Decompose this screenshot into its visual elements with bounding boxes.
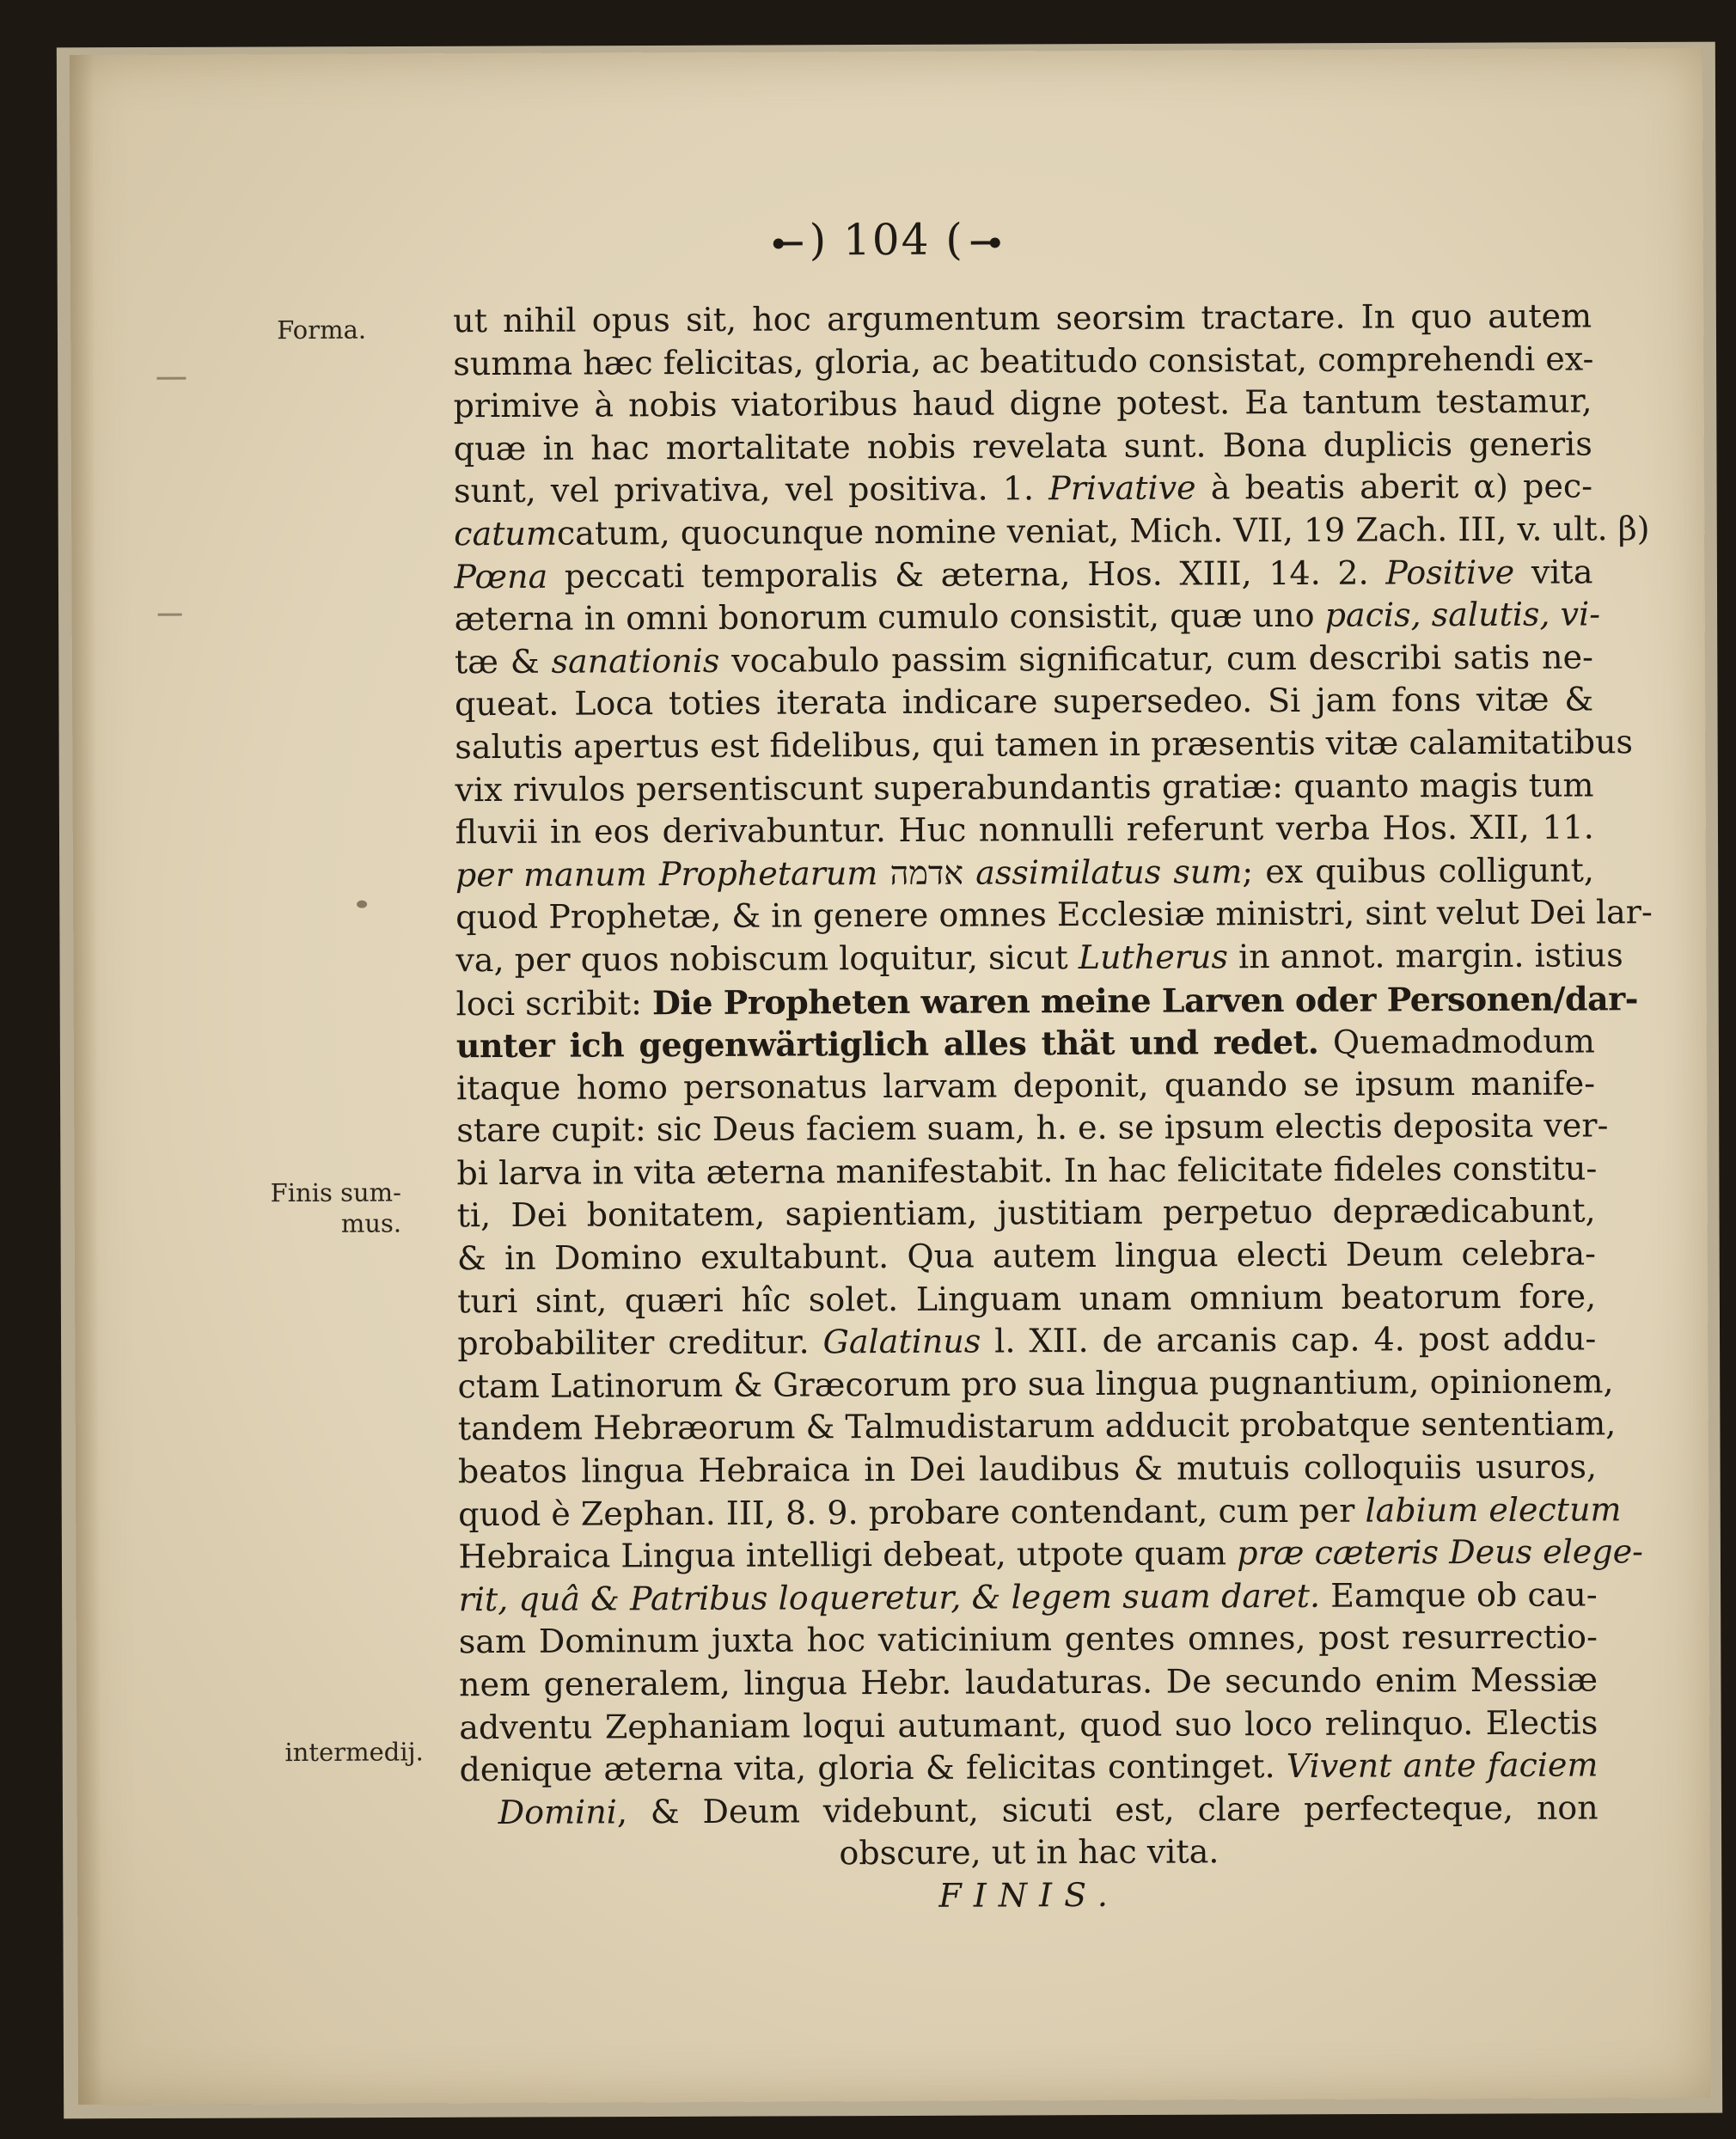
finis-line: FINIS. [938,1875,1120,1915]
text-run: Quemadmodum [1318,1022,1595,1061]
text-run: , & Deum videbunt, sicuti est, clare perfecteque, non [616,1788,1598,1831]
ornament-left-icon [770,236,804,250]
hebrew-word: אדמה [889,853,964,892]
italic-run: per manum Prophetarum [455,853,878,894]
italic-run: Privative [1048,468,1196,508]
text-line: bi larva in vita æterna manifestabit. In hac felicitate fideles constitu- [456,1149,1598,1193]
margin-note-finis-line1: Finis sum- [270,1177,401,1208]
text-line: summa hæc felicitas, gloria, ac beatitudo consistat, comprehendi ex- [453,339,1594,382]
blackletter-run: Die Propheten waren meine Larven oder Personen/dar- [651,978,1639,1022]
text-line: beatos lingua Hebraica in Dei laudibus & mutuis colloquiis usuros, [457,1447,1598,1491]
italic-run: Positive [1385,553,1515,592]
text-line: adventu Zephaniam loqui autumant, quod suo loco relinquo. Electis [459,1703,1598,1746]
text-run: loci scribit: [455,983,653,1023]
text-line: quæ in hac mortalitate nobis revelata sunt. Bona duplicis generis [453,425,1592,468]
text-line: tandem Hebræorum & Talmudistarum adducit probatque sententiam, [457,1404,1617,1448]
text-run: peccati temporalis & æterna, Hos. XIII, 14. 2. [547,553,1386,596]
margin-note-finis-line2: mus. [340,1208,402,1238]
text-line: stare cupit: sic Deus faciem suam, h. e. se ipsum electis deposita ver- [456,1106,1609,1150]
text-line [455,934,1623,981]
text-line [454,508,1650,555]
text-line: nem generalem, lingua Hebr. laudaturas. De secundo enim Messiæ [458,1660,1598,1704]
text-line [456,1020,1595,1067]
text-line: & in Domino exultabunt. Qua autem lingua electi Deum celebra- [456,1234,1597,1278]
text-line [457,1318,1596,1366]
text-line [458,1531,1644,1579]
ink-blot [357,901,367,908]
text-line [459,1574,1598,1621]
margin-mark [158,614,182,616]
text-run: æterna in omni bonorum cumulo consistit, quæ uno [454,596,1325,639]
margin-note-forma: Forma. [277,315,367,345]
italic-run: Pœna [454,557,548,596]
text-line: vix rivulos persentiscunt superabundantis gratiæ: quanto magis tum [455,765,1594,809]
text-line: ctam Latinorum & Græcorum pro sua lingua pugnantium, opinionem, [457,1362,1614,1406]
body-text [453,295,1653,1919]
text-line: queat. Loca toties iterata indicare supersedeo. Si jam fons vitæ & [455,680,1594,724]
text-line [454,594,1601,641]
text-run: tæ & [454,642,552,681]
text-line: obscure, ut in hac vita. [839,1832,1219,1873]
italic-run: labium electum [1365,1489,1622,1530]
book-page [70,48,1711,2105]
text-line: primive à nobis viatoribus haud digne potest. Ea tantum testamur, [453,382,1592,425]
text-line: fluvii in eos derivabuntur. Huc nonnulli referunt verba Hos. XII, 11. [455,808,1594,852]
text-line [455,849,1594,896]
text-line: salutis apertus est fidelibus, qui tamen in præsentis vitæ calamitatibus [455,723,1634,767]
text-line [454,466,1592,513]
italic-run: catum [454,514,558,553]
text-line [458,1488,1622,1536]
margin-note-finis [271,1176,402,1239]
page-number: ) 104 ( [809,214,965,266]
text-run: à beatis aberit α) pec- [1195,467,1593,507]
italic-run: assimilatus sum [975,852,1243,892]
text-run: denique æterna vita, gloria & felicitas continget. [459,1747,1287,1789]
text-run: catum, quocunque nomine veniat, Mich. VII, 19 Zach. III, v. ult. β) [556,510,1650,553]
margin-note-intermedii: intermedij. [284,1737,424,1768]
text-line: ti, Dei bonitatem, sapientiam, justitiam perpetuo deprædicabunt, [456,1191,1596,1235]
text-line: quod Prophetæ, & in genere omnes Ecclesiæ ministri, sint velut Dei lar- [455,893,1653,937]
text-run: Hebraica Lingua intelligi debeat, utpote quam [458,1534,1238,1576]
italic-run: pacis, salutis, vi- [1324,595,1601,634]
margin-mark [156,377,186,380]
text-line [455,636,1593,683]
text-line: ut nihil opus sit, hoc argumentum seorsim tractare. In quo autem [453,296,1592,340]
blackletter-run: unter ich gegenwärtiglich alles thät und redet. [455,1022,1319,1066]
text-line: sam Dominum juxta hoc vaticinium gentes omnes, post resurrectio- [458,1617,1598,1661]
ornament-right-icon [969,235,1004,249]
text-run: l. XII. de arcanis cap. 4. post addu- [981,1319,1597,1360]
italic-run: rit, quâ & Patribus loqueretur, & legem suam daret. [458,1576,1321,1619]
text-line: turi sint, quæri hîc solet. Linguam unam omnium beatorum fore, [457,1277,1597,1320]
italic-run: Lutherus [1078,938,1229,976]
text-run: probabiliter creditur. [457,1323,823,1363]
text-line [459,1745,1598,1792]
italic-run: præ cæteris Deus elege- [1237,1532,1644,1573]
italic-run: Vivent ante faciem [1286,1745,1598,1786]
text-run: in annot. margin. istius [1227,936,1623,976]
text-line [455,977,1639,1024]
text-line: itaque homo personatus larvam deponit, quando se ipsum manife- [455,1064,1596,1107]
text-run: va, per quos nobiscum loquitur, sicut [455,938,1079,980]
page-header [70,211,1703,268]
text-run: vocabulo passim significatur, cum describi satis ne- [719,638,1593,680]
italic-run: sanationis [551,641,720,681]
text-line [454,551,1592,598]
text-run: sunt, vel privativa, vel positiva. 1. [453,469,1049,510]
text-run: ; ex quibus colligunt, [1242,851,1595,890]
italic-run: Domini [498,1793,617,1831]
text-run: quod è Zephan. III, 8. 9. probare contendant, cum per [458,1491,1366,1533]
text-run: Eamque ob cau- [1319,1575,1598,1615]
text-run: vita [1514,552,1593,591]
italic-run: Galatinus [822,1322,981,1361]
text-line [460,1787,1598,1834]
